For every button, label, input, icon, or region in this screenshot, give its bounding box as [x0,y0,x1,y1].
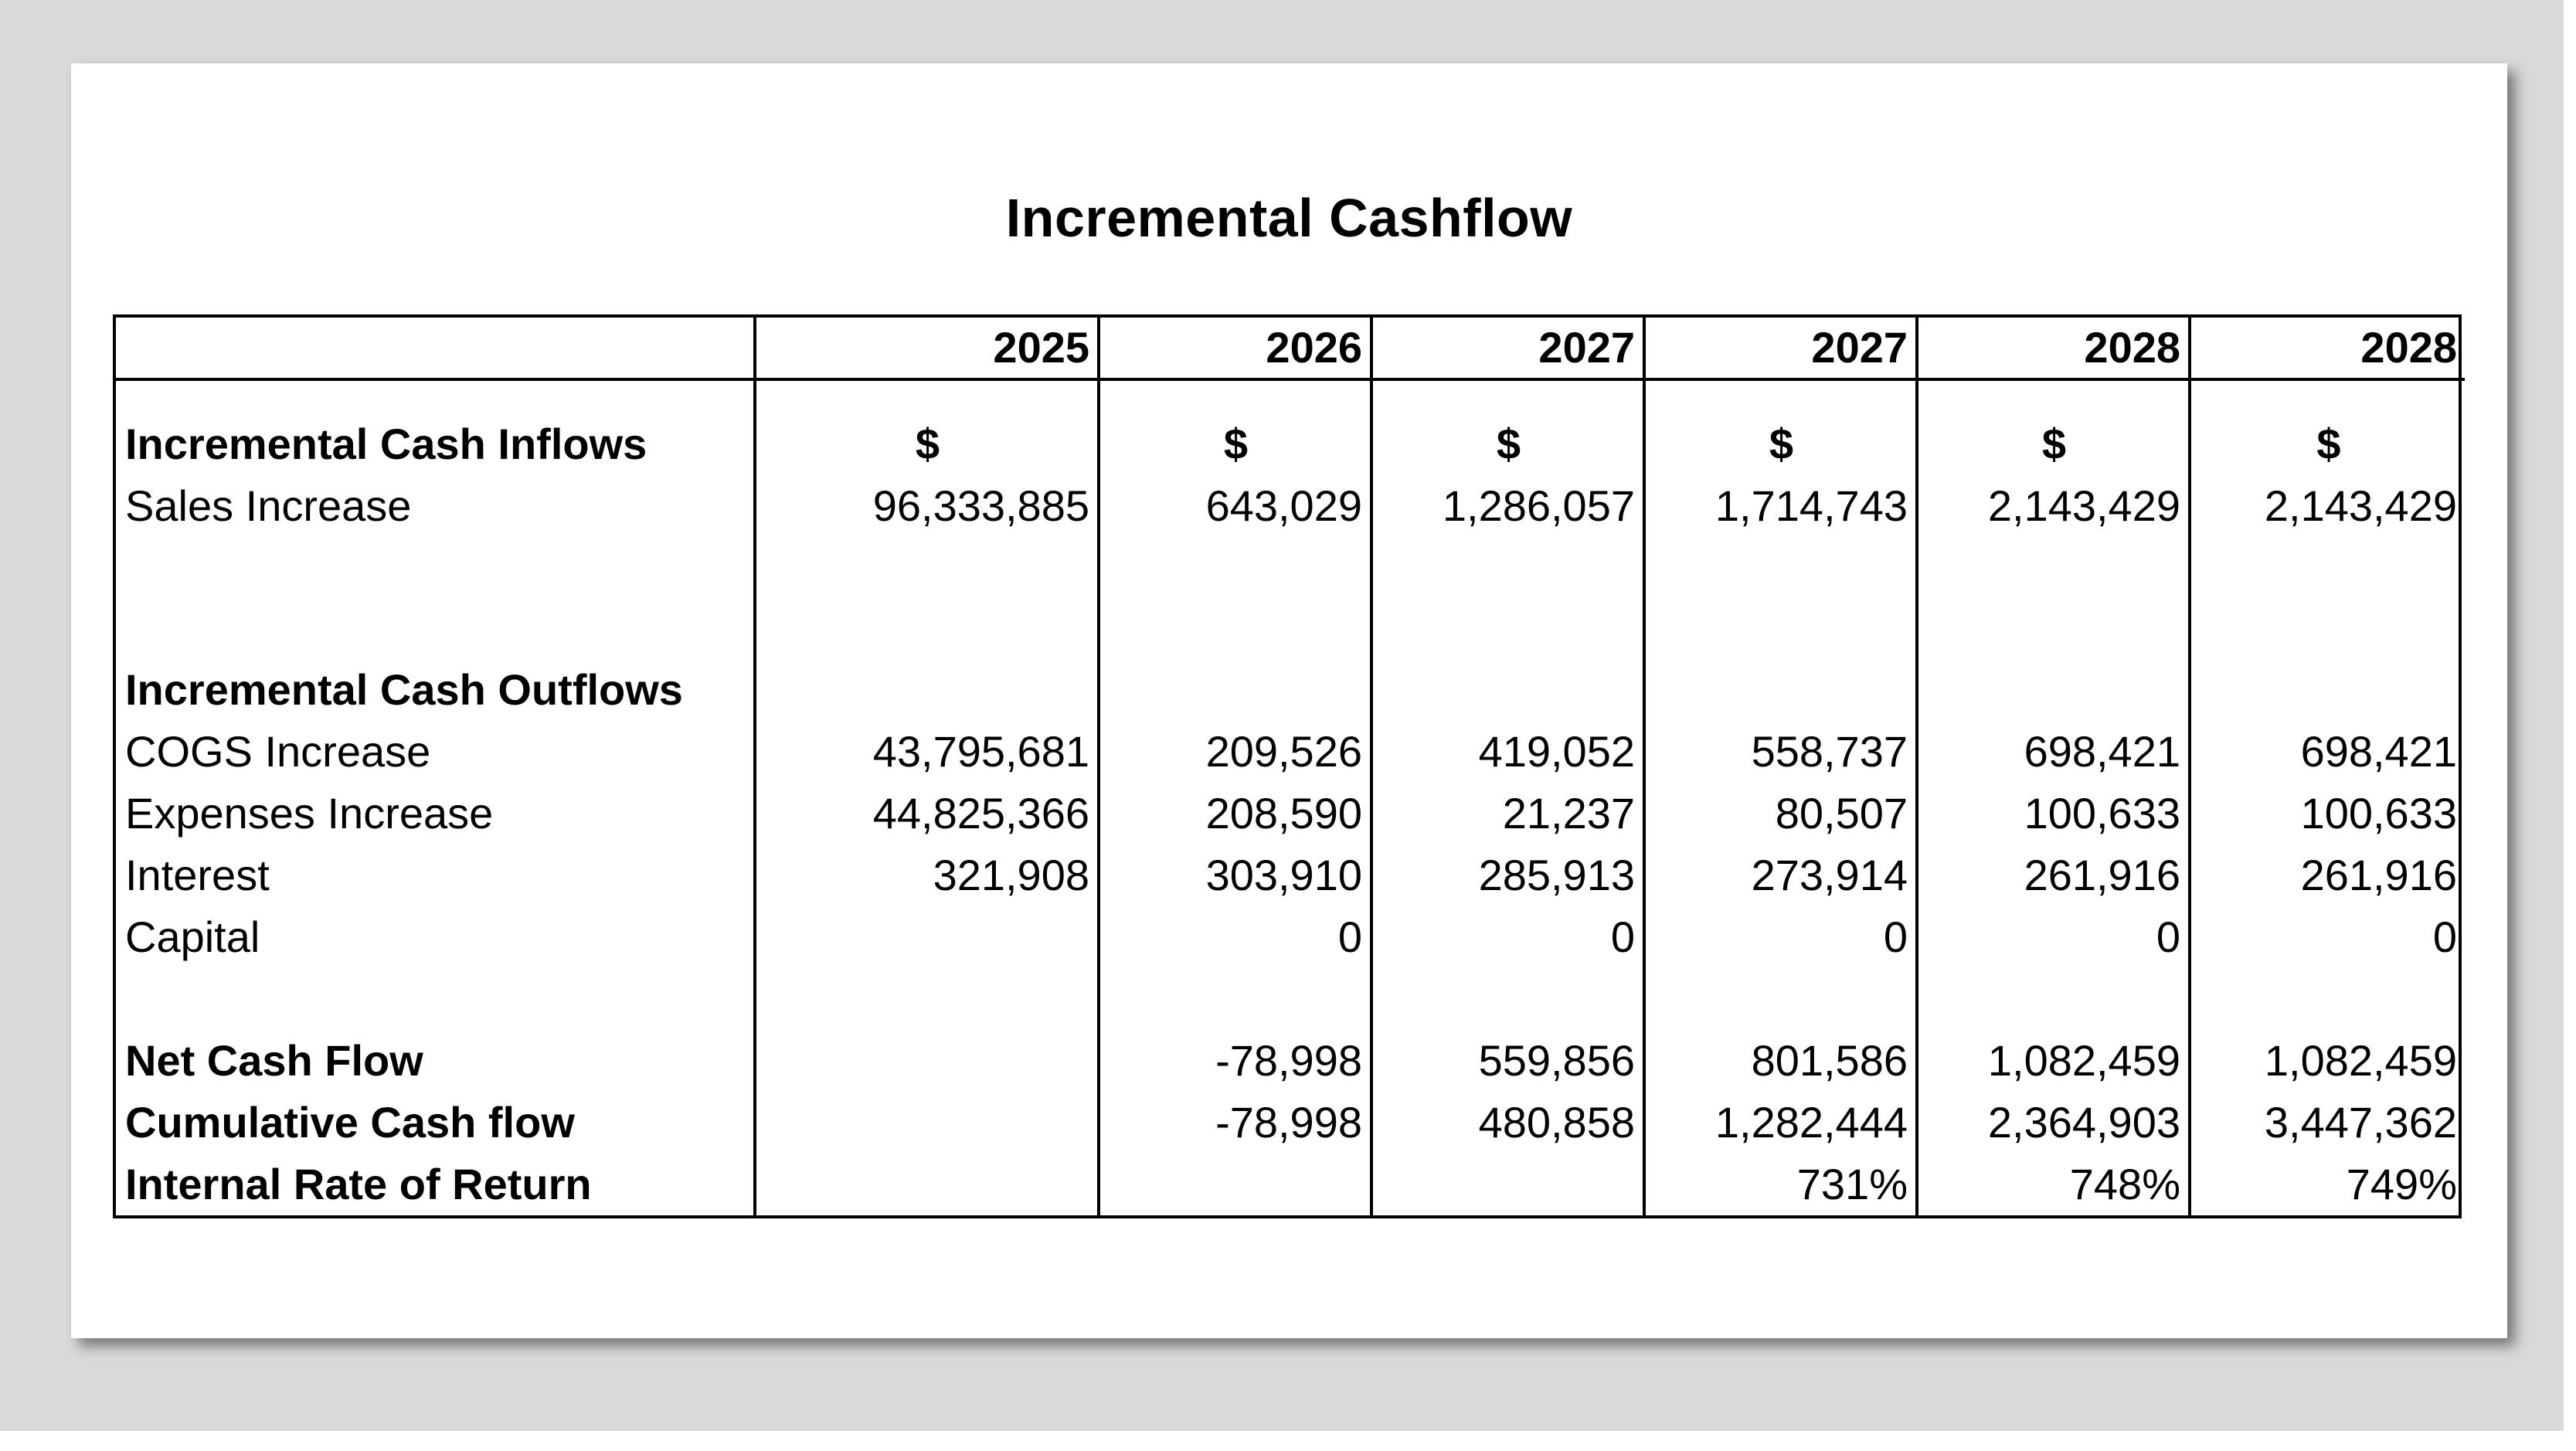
value-cell[interactable]: 2,364,903 [1917,1092,2190,1154]
year-header-cell[interactable]: 2027 [1644,318,1917,379]
row-label[interactable]: Interest [125,851,270,899]
value-cell[interactable]: 80,507 [1644,783,1917,844]
row-label[interactable]: Sales Increase [125,481,412,530]
value-cell[interactable] [755,1154,1099,1215]
irr-row [116,1154,2465,1215]
value-cell[interactable]: 100,633 [2190,783,2465,844]
value-cell[interactable] [1371,1154,1644,1215]
value-cell[interactable]: 558,737 [1644,721,1917,783]
spreadsheet-sheet [71,63,2507,1338]
value-cell[interactable]: 100,633 [1917,783,2190,844]
outflows-heading-row [116,659,2465,721]
currency-symbol-cell[interactable]: $ [755,413,1099,475]
sheet-title: Incremental Cashflow [1005,188,1573,248]
value-cell[interactable] [1099,1154,1371,1215]
value-cell[interactable]: 0 [1644,906,1917,968]
value-cell[interactable]: 0 [1917,906,2190,968]
currency-symbol-cell[interactable]: $ [1917,413,2190,475]
value-cell[interactable]: 44,825,366 [755,783,1099,844]
value-cell[interactable] [755,1092,1099,1154]
value-cell[interactable]: 96,333,885 [755,475,1099,537]
value-cell[interactable]: 303,910 [1099,844,1371,906]
inflows-heading-row [116,413,2465,475]
currency-symbol-cell[interactable]: $ [1099,413,1371,475]
value-cell[interactable]: 749% [2190,1154,2465,1215]
header-label-cell [116,318,755,379]
cashflow-table-frame [113,314,2462,1218]
year-header-cell[interactable]: 2028 [2190,318,2465,379]
value-cell[interactable] [755,906,1099,968]
interest-row [116,844,2465,906]
currency-symbol-cell[interactable]: $ [1371,413,1644,475]
value-cell[interactable]: 285,913 [1371,844,1644,906]
value-cell[interactable]: 2,143,429 [1917,475,2190,537]
sales-increase-row [116,475,2465,537]
value-cell[interactable]: 698,421 [1917,721,2190,783]
value-cell[interactable]: 1,082,459 [2190,1030,2465,1092]
inflows-heading[interactable]: Incremental Cash Inflows [125,420,647,468]
cogs-increase-row [116,721,2465,783]
value-cell[interactable]: 21,237 [1371,783,1644,844]
net-cash-flow-row [116,1030,2465,1092]
year-header-cell[interactable]: 2028 [1917,318,2190,379]
capital-row [116,906,2465,968]
value-cell[interactable]: -78,998 [1099,1092,1371,1154]
value-cell[interactable]: -78,998 [1099,1030,1371,1092]
value-cell[interactable]: 43,795,681 [755,721,1099,783]
value-cell[interactable]: 208,590 [1099,783,1371,844]
value-cell[interactable]: 261,916 [1917,844,2190,906]
value-cell[interactable]: 643,029 [1099,475,1371,537]
value-cell[interactable]: 480,858 [1371,1092,1644,1154]
row-label[interactable]: Cumulative Cash flow [125,1098,575,1147]
currency-symbol-cell[interactable]: $ [2190,413,2465,475]
spacer-row [116,537,2465,659]
cashflow-table [116,318,2465,1215]
row-label[interactable]: Capital [125,912,260,961]
year-header-cell[interactable]: 2026 [1099,318,1371,379]
value-cell[interactable] [755,1030,1099,1092]
row-label[interactable]: Expenses Increase [125,789,494,838]
year-header-cell[interactable]: 2025 [755,318,1099,379]
value-cell[interactable]: 1,082,459 [1917,1030,2190,1092]
value-cell[interactable]: 0 [1099,906,1371,968]
value-cell[interactable]: 1,282,444 [1644,1092,1917,1154]
value-cell[interactable]: 0 [1371,906,1644,968]
value-cell[interactable]: 559,856 [1371,1030,1644,1092]
value-cell[interactable]: 209,526 [1099,721,1371,783]
value-cell[interactable]: 801,586 [1644,1030,1917,1092]
spacer-row [116,968,2465,1030]
value-cell[interactable]: 261,916 [2190,844,2465,906]
row-label[interactable]: Internal Rate of Return [125,1160,592,1208]
row-label[interactable]: Net Cash Flow [125,1036,423,1085]
row-label[interactable]: COGS Increase [125,727,431,776]
year-header-cell[interactable]: 2027 [1371,318,1644,379]
value-cell[interactable]: 273,914 [1644,844,1917,906]
value-cell[interactable]: 0 [2190,906,2465,968]
value-cell[interactable]: 748% [1917,1154,2190,1215]
value-cell[interactable]: 3,447,362 [2190,1092,2465,1154]
value-cell[interactable]: 321,908 [755,844,1099,906]
value-cell[interactable]: 731% [1644,1154,1917,1215]
value-cell[interactable]: 2,143,429 [2190,475,2465,537]
value-cell[interactable]: 1,286,057 [1371,475,1644,537]
cumulative-cash-flow-row [116,1092,2465,1154]
expenses-increase-row [116,783,2465,844]
value-cell[interactable]: 698,421 [2190,721,2465,783]
outflows-heading[interactable]: Incremental Cash Outflows [125,665,683,714]
spacer-row [116,379,2465,413]
value-cell[interactable]: 1,714,743 [1644,475,1917,537]
year-header-row [116,318,2465,379]
currency-symbol-cell[interactable]: $ [1644,413,1917,475]
value-cell[interactable]: 419,052 [1371,721,1644,783]
